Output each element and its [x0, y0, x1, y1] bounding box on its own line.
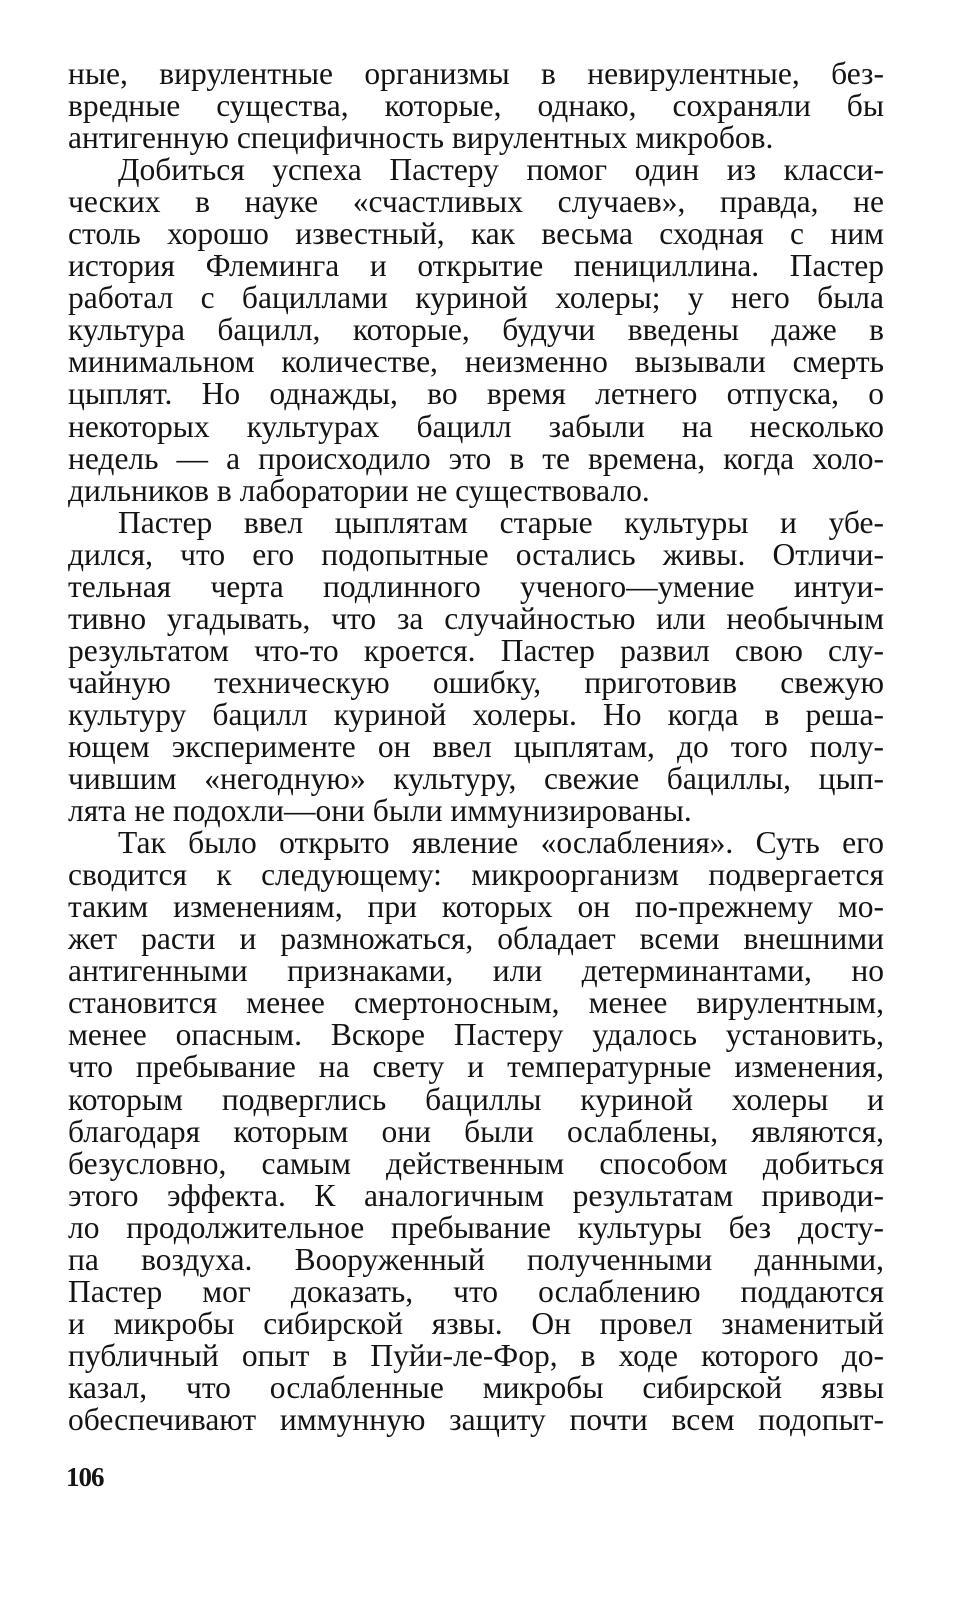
text-line: дился, что его подопытные остались живы. Отличи-	[68, 536, 884, 572]
text-line: культура бацилл, которые, будучи введены даже в	[68, 312, 884, 348]
text-line: па воздуха. Вооруженный полученными данными,	[68, 1241, 884, 1277]
text-line: таким изменениям, при которых он по-прежнему мо-	[68, 889, 884, 925]
text-line: Пастер мог доказать, что ослаблению поддаются	[68, 1273, 884, 1309]
page-body	[68, 58, 884, 1436]
text-line: ло продолжительное пребывание культуры без досту-	[68, 1209, 884, 1245]
page-number: 106	[66, 1462, 104, 1492]
text-line: цыплят. Но однажды, во время летнего отпуска, о	[68, 376, 884, 412]
text-line: недель — а происходило это в те времена, когда холо-	[68, 440, 884, 476]
text-line: лята не подохли—они были иммунизированы.	[68, 793, 692, 829]
paragraph	[68, 504, 884, 829]
text-line: Так было открыто явление «ослабления». Суть его	[118, 825, 884, 861]
text-line: становится менее смертоносным, менее вирулентным,	[68, 985, 884, 1021]
text-line: менее опасным. Вскоре Пастеру удалось установить,	[68, 1017, 884, 1053]
text-line: Пастер ввел цыплятам старые культуры и убе-	[118, 504, 884, 540]
text-line: жет расти и размножаться, обладает всеми внешними	[68, 921, 884, 957]
text-line: некоторых культурах бацилл забыли на несколько	[68, 408, 884, 444]
text-line: результатом что-то кроется. Пастер развил свою слу-	[68, 632, 884, 668]
paragraph	[68, 154, 884, 507]
text-line: дильников в лаборатории не существовало.	[68, 472, 650, 508]
text-line: и микробы сибирской язвы. Он провел знаменитый	[68, 1305, 884, 1341]
text-line: которым подверглись бациллы куриной холеры и	[68, 1081, 884, 1117]
text-line: столь хорошо известный, как весьма сходная с ним	[68, 216, 884, 252]
text-line: сводится к следующему: микроорганизм подвергается	[68, 857, 884, 893]
paragraph	[68, 58, 884, 154]
text-line: работал с бациллами куриной холеры; у него была	[68, 280, 884, 316]
text-line: тивно угадывать, что за случайностью или необычным	[68, 600, 884, 636]
text-line: безусловно, самым действенным способом добиться	[68, 1145, 884, 1181]
text-line: антигенную специфичность вирулентных микробов.	[68, 120, 774, 156]
text-line: Добиться успеха Пастеру помог один из класси-	[118, 152, 884, 188]
text-line: чайную техническую ошибку, приготовив свежую	[68, 664, 884, 700]
text-line: вредные существа, которые, однако, сохраняли бы	[68, 88, 884, 124]
text-line: история Флеминга и открытие пенициллина. Пастер	[68, 248, 884, 284]
text-line: обеспечивают иммунную защиту почти всем подопыт-	[68, 1401, 884, 1437]
text-line: ные, вирулентные организмы в невирулентные, без-	[68, 56, 884, 91]
paragraph	[68, 827, 884, 1436]
text-line: этого эффекта. К аналогичным результатам приводи-	[68, 1177, 884, 1213]
text-line: антигенными признаками, или детерминантами, но	[68, 953, 884, 989]
text-line: культуру бацилл куриной холеры. Но когда в реша-	[68, 696, 884, 732]
text-line: тельная черта подлинного ученого—умение интуи-	[68, 568, 884, 604]
text-line: что пребывание на свету и температурные изменения,	[68, 1049, 884, 1085]
text-line: минимальном количестве, неизменно вызывали смерть	[68, 344, 884, 380]
text-line: чившим «негодную» культуру, свежие бациллы, цып-	[68, 761, 884, 797]
text-line: благодаря которым они были ослаблены, являются,	[68, 1113, 884, 1149]
text-line: ющем эксперименте он ввел цыплятам, до того полу-	[68, 728, 884, 764]
text-line: публичный опыт в Пуйи-ле-Фор, в ходе которого до-	[68, 1337, 884, 1373]
text-line: ческих в науке «счастливых случаев», правда, не	[68, 184, 884, 220]
text-line: казал, что ослабленные микробы сибирской язвы	[68, 1369, 884, 1405]
